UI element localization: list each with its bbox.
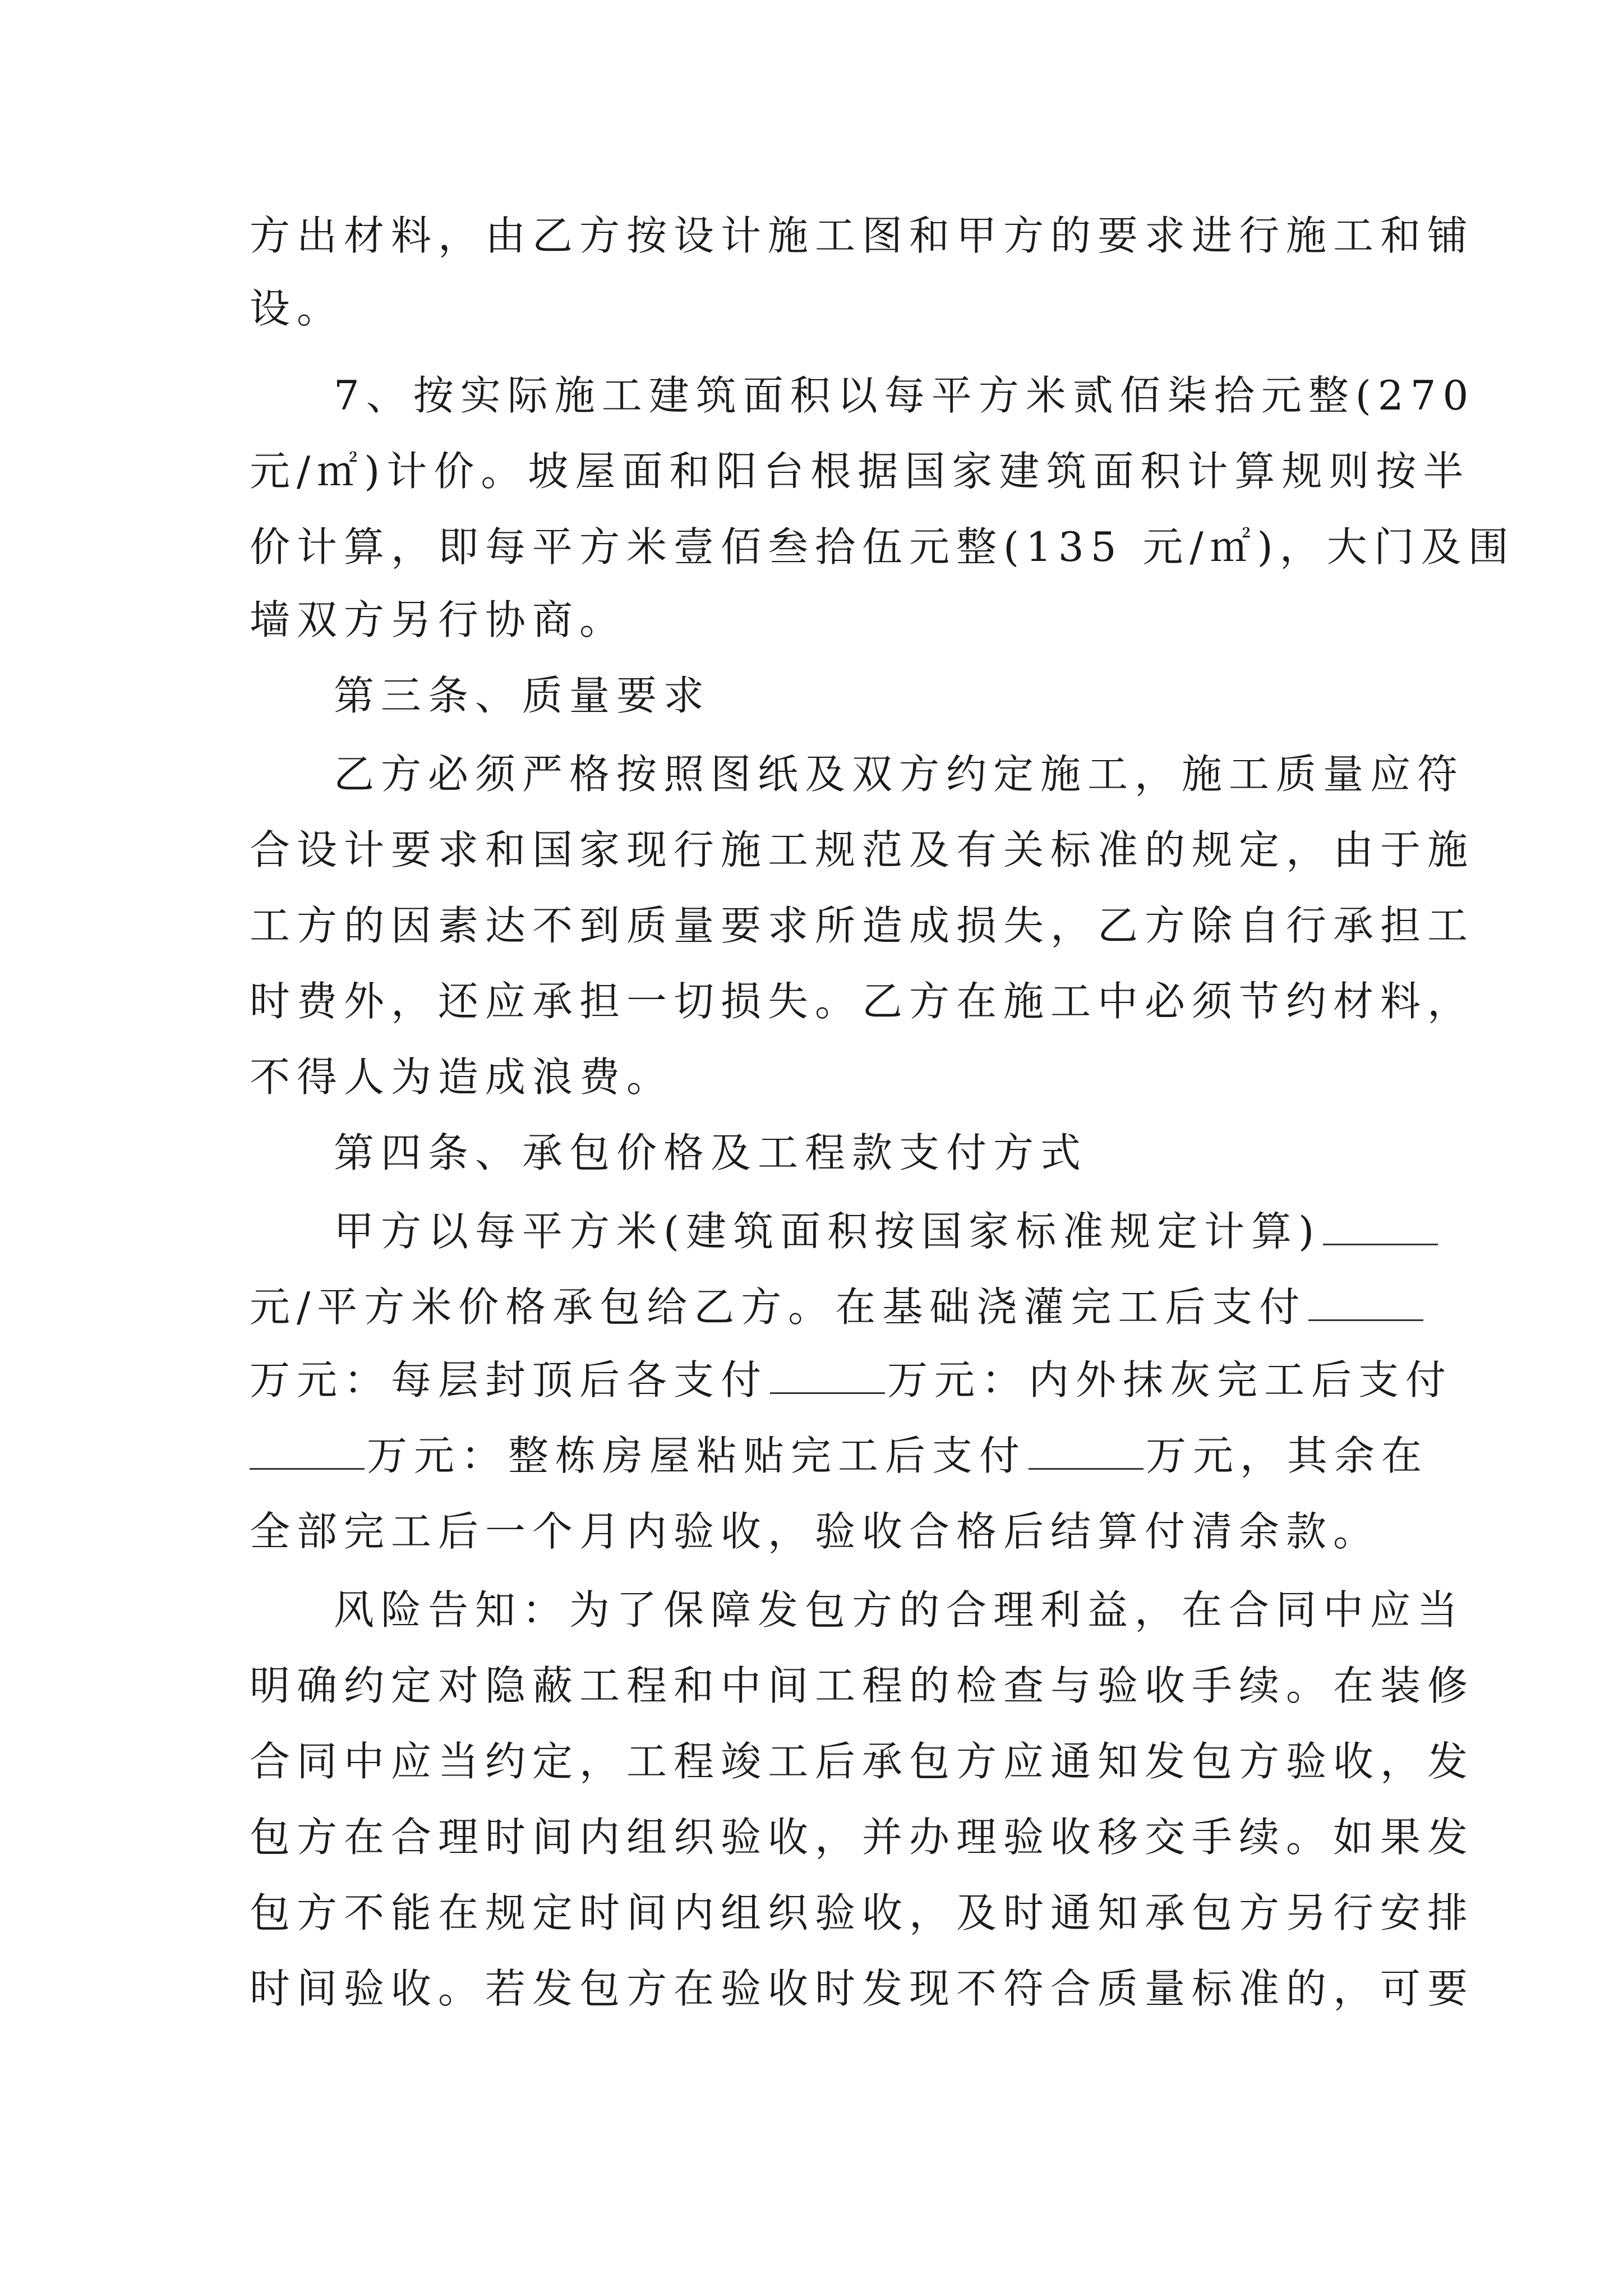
line-text: 包方在合理时间内组织验收，并办理验收移交手续。如果发	[250, 1814, 1475, 1861]
line-text: 元/㎡)计价。坡屋面和阳台根据国家建筑面积计算规则按半	[250, 448, 1470, 495]
fill-in-blank	[250, 1429, 365, 1470]
line-text: 合设计要求和国家现行施工规范及有关标准的规定，由于施	[250, 826, 1475, 873]
line-text: 元/平方米价格承包给乙方。在基础浇灌完工后支付	[250, 1283, 1307, 1331]
fill-in-blank	[1308, 1280, 1423, 1321]
line-text: 时间验收。若发包方在验收时发现不符合质量标准的，可要	[250, 1965, 1475, 2012]
line-text: 合同中应当约定，工程竣工后承包方应通知发包方验收，发	[250, 1738, 1475, 1785]
line-text: 包方不能在规定时间内组织验收，及时通知承包方另行安排	[250, 1889, 1475, 1936]
heading-text: 第四条、承包价格及工程款支付方式	[334, 1129, 1088, 1176]
line-text: 不得人为造成浪费。	[250, 1053, 674, 1101]
heading-text: 第三条、质量要求	[334, 672, 711, 719]
line-text: 万元，其余在	[1146, 1432, 1429, 1479]
fill-in-blank	[1323, 1204, 1438, 1245]
fill-in-blank	[770, 1353, 885, 1394]
body-line	[250, 1503, 1382, 1593]
line-text: 时费外，还应承担一切损失。乙方在施工中必须节约材料，	[250, 978, 1475, 1025]
section-heading	[334, 668, 1467, 757]
fill-in-blank	[1029, 1429, 1144, 1470]
line-text: 设。	[250, 285, 344, 332]
line-text: 明确约定对隐蔽工程和中间工程的检查与验收手续。在装修	[250, 1662, 1475, 1709]
line-text: 方出材料，由乙方按设计施工图和甲方的要求进行施工和铺	[250, 212, 1475, 259]
line-text: 价计算，即每平方米壹佰叁拾伍元整(135 元/㎡)，大门及围	[250, 523, 1515, 570]
line-text: 甲方以每平方米(建筑面积按国家标准规定计算)	[334, 1208, 1321, 1255]
line-text: 7、按实际施工建筑面积以每平方米贰佰柒拾元整(270	[334, 372, 1476, 419]
line-text: 风险告知：为了保障发包方的合理利益，在合同中应当	[334, 1586, 1465, 1634]
body-line	[250, 280, 1382, 370]
line-text: 万元：每层封顶后各支付	[250, 1356, 768, 1404]
line-text: 墙双方另行协商。	[250, 596, 627, 643]
section-heading	[334, 1125, 1467, 1214]
line-text: 万元：内外抹灰完工后支付	[887, 1356, 1453, 1404]
line-text: 工方的因素达不到质量要求所造成损失，乙方除自行承担工	[250, 902, 1475, 949]
body-line	[250, 1961, 1475, 2050]
line-text: 乙方必须严格按照图纸及双方约定施工，施工质量应符	[334, 751, 1465, 798]
line-text: 全部完工后一个月内验收，验收合格后结算付清余款。	[250, 1508, 1381, 1555]
line-text: 万元：整栋房屋粘贴完工后支付	[367, 1432, 1027, 1479]
